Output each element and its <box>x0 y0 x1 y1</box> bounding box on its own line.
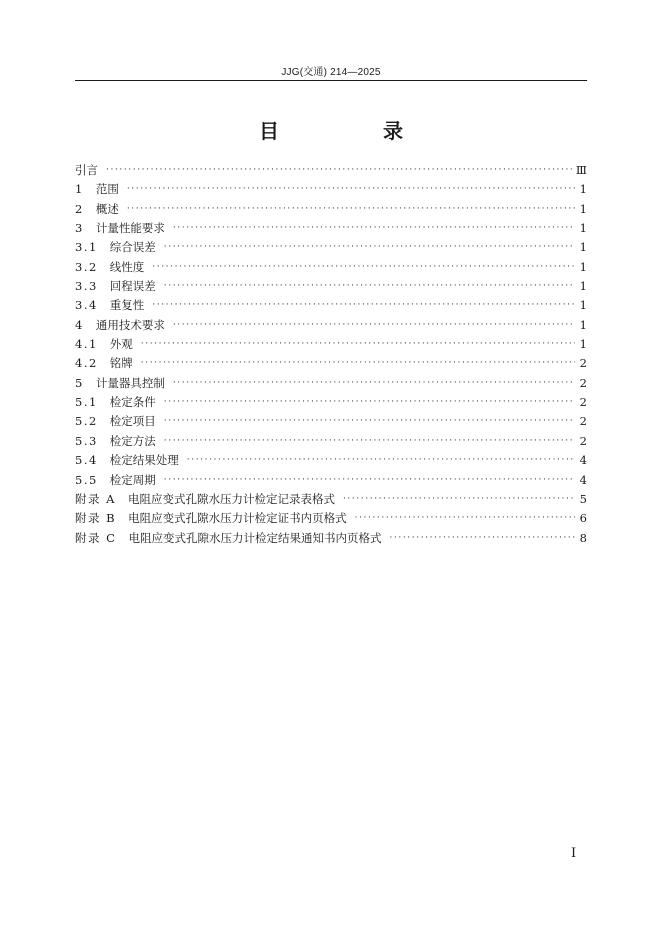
toc-entry-page: 2 <box>579 395 587 410</box>
toc-entry-5-3[interactable] <box>75 433 587 452</box>
dot-leader <box>164 397 575 407</box>
toc-entry-5-5[interactable] <box>75 472 587 491</box>
toc-entry-label: 3 计量性能要求 <box>75 221 165 236</box>
toc-entry-label: 4.1 外观 <box>75 337 133 352</box>
dot-leader <box>127 184 575 194</box>
dot-leader <box>343 494 575 504</box>
toc-entry-label: 附录 B 电阻应变式孔隙水压力计检定证书内页格式 <box>75 511 347 526</box>
toc-entry-page: 2 <box>579 375 587 390</box>
toc-entry-4-2[interactable] <box>75 355 587 374</box>
toc-entry-label: 引言 <box>75 163 98 177</box>
dot-leader <box>152 300 575 310</box>
toc-entry-page: 1 <box>579 221 587 236</box>
toc-entry-appendix-b[interactable] <box>75 510 587 529</box>
toc-entry-page: 1 <box>579 182 587 197</box>
toc-entry-foreword[interactable] <box>75 162 587 181</box>
toc-entry-page: 1 <box>579 317 587 332</box>
dot-leader <box>173 378 575 388</box>
toc-entry-label: 5 计量器具控制 <box>75 375 165 390</box>
toc-entry-page: 1 <box>579 279 587 294</box>
dot-leader <box>141 358 575 368</box>
table-of-contents <box>75 162 587 549</box>
toc-entry-label: 3.2 线性度 <box>75 259 145 274</box>
toc-entry-label: 附录 A 电阻应变式孔隙水压力计检定记录表格式 <box>75 491 335 506</box>
dot-leader <box>173 320 575 330</box>
toc-entry-3-1[interactable] <box>75 239 587 258</box>
toc-entry-label: 5.1 检定条件 <box>75 395 156 410</box>
dot-leader <box>164 436 575 446</box>
toc-entry-label: 5.5 检定周期 <box>75 472 156 487</box>
page-title: 目 录 <box>259 119 445 143</box>
toc-entry-page: 8 <box>579 530 587 545</box>
toc-entry-appendix-a[interactable] <box>75 491 587 510</box>
toc-entry-label: 5.4 检定结果处理 <box>75 453 179 468</box>
toc-entry-label: 3.4 重复性 <box>75 298 145 313</box>
dot-leader <box>164 416 575 426</box>
toc-entry-page: 1 <box>579 337 587 352</box>
dot-leader <box>355 513 575 523</box>
toc-entry-page: 1 <box>579 240 587 255</box>
page-number: I <box>571 846 577 861</box>
toc-entry-5[interactable] <box>75 375 587 394</box>
dot-leader <box>164 281 575 291</box>
dot-leader <box>389 533 575 543</box>
toc-entry-page: 2 <box>579 356 587 371</box>
dot-leader <box>164 242 575 252</box>
toc-entry-2[interactable] <box>75 201 587 220</box>
toc-entry-3-4[interactable] <box>75 297 587 316</box>
toc-entry-page: 2 <box>579 414 587 429</box>
dot-leader <box>152 262 575 272</box>
toc-entry-3-3[interactable] <box>75 278 587 297</box>
toc-entry-label: 附录 C 电阻应变式孔隙水压力计检定结果通知书内页格式 <box>75 530 382 545</box>
dot-leader <box>141 339 575 349</box>
toc-entry-label: 3.1 综合误差 <box>75 240 156 255</box>
dot-leader <box>173 223 575 233</box>
toc-entry-label: 5.3 检定方法 <box>75 433 156 448</box>
toc-entry-label: 2 概述 <box>75 201 119 216</box>
toc-entry-page: 6 <box>579 511 587 526</box>
toc-entry-4[interactable] <box>75 317 587 336</box>
toc-entry-5-4[interactable] <box>75 452 587 471</box>
toc-entry-5-1[interactable] <box>75 394 587 413</box>
toc-entry-page: Ⅲ <box>575 163 587 177</box>
header-rule <box>75 80 587 81</box>
dot-leader <box>187 455 575 465</box>
toc-entry-page: 1 <box>579 298 587 313</box>
toc-entry-page: 4 <box>579 472 587 487</box>
toc-entry-label: 1 范围 <box>75 182 119 197</box>
toc-entry-5-2[interactable] <box>75 413 587 432</box>
toc-entry-page: 5 <box>579 491 587 506</box>
toc-entry-page: 1 <box>579 201 587 216</box>
toc-entry-label: 5.2 检定项目 <box>75 414 156 429</box>
toc-entry-page: 2 <box>579 433 587 448</box>
toc-entry-label: 3.3 回程误差 <box>75 279 156 294</box>
toc-entry-label: 4 通用技术要求 <box>75 317 165 332</box>
toc-entry-page: 4 <box>579 453 587 468</box>
dot-leader <box>127 204 575 214</box>
dot-leader <box>164 475 575 485</box>
dot-leader <box>106 165 572 175</box>
toc-entry-3-2[interactable] <box>75 259 587 278</box>
toc-entry-label: 4.2 铭牌 <box>75 356 133 371</box>
toc-entry-3[interactable] <box>75 220 587 239</box>
document-code-header: JJG(交通) 214—2025 <box>281 67 381 78</box>
toc-entry-1[interactable] <box>75 181 587 200</box>
toc-entry-4-1[interactable] <box>75 336 587 355</box>
toc-entry-page: 1 <box>579 259 587 274</box>
toc-entry-appendix-c[interactable] <box>75 530 587 549</box>
